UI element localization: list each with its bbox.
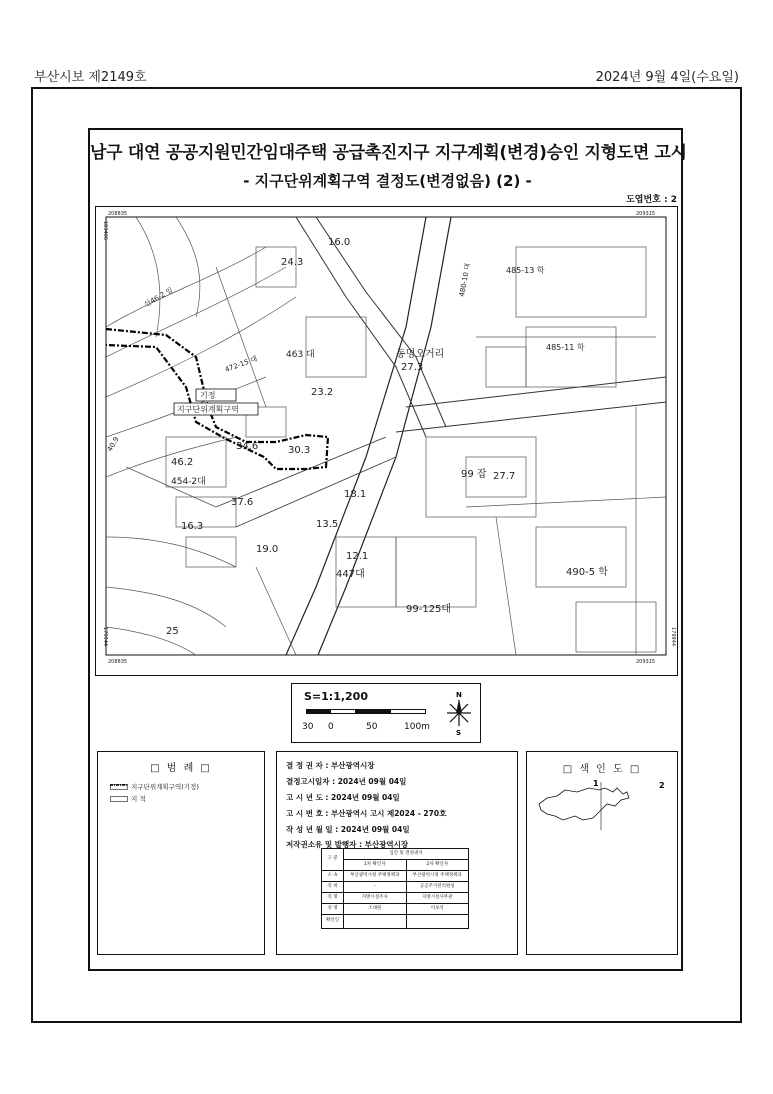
- elevation-label: 27.7: [493, 471, 516, 482]
- parcel-label: 485-11 학: [546, 343, 585, 352]
- elevation-label: 40.9: [105, 435, 121, 453]
- legend-label: 지 적: [131, 795, 146, 803]
- elevation-label: 13.5: [316, 519, 339, 530]
- table-cell: 구 분: [322, 849, 344, 871]
- table-header: 2차 확인자: [406, 860, 469, 871]
- coord-label: 179944: [670, 627, 676, 647]
- parcel-label: 454-2대: [171, 477, 206, 487]
- table-header: 1차 확인자: [344, 860, 407, 871]
- coord-label: 208835: [108, 211, 128, 217]
- table-row: 확인인: [322, 915, 469, 929]
- elevation-label: 19.0: [256, 544, 279, 555]
- sheet-title: 남구 대연 공공지원민간임대주택 공급촉진지구 지구계획(변경)승인 지형도면 고시: [90, 143, 687, 163]
- district-outline: [539, 788, 629, 820]
- table-header: 입안 및 결정권자: [344, 849, 469, 860]
- elevation-label: 30.3: [288, 445, 311, 456]
- scale-tick: 0: [328, 722, 334, 732]
- elevation-label: 37.6: [231, 497, 254, 508]
- notice-line: 저작권소유 및 발행자 : 부산광역시장: [286, 840, 409, 849]
- notice-panel: [276, 751, 518, 955]
- index-map-title: □ 색 인 도 □: [562, 764, 642, 775]
- scale-label: S=1:1,200: [304, 690, 368, 703]
- legend-panel: [97, 751, 265, 955]
- map-sheet: [88, 128, 687, 971]
- index-map-panel: [526, 751, 678, 955]
- index-sheet-2: 2: [659, 781, 665, 790]
- elevation-label: 23.2: [311, 387, 334, 398]
- index-sheet-1: 1: [593, 779, 599, 788]
- notice-line: 고 시 년 도 : 2024년 09월 04일: [286, 793, 400, 802]
- cadastral-line-icon: [110, 796, 128, 802]
- gazette-date: 2024년 9월 4일(수요일): [595, 70, 739, 85]
- notice-line: 작 성 년 월 일 : 2024년 09월 04일: [286, 825, 410, 834]
- scale-tick: 50: [366, 722, 378, 732]
- north-n-label: N: [456, 691, 462, 699]
- elevation-label: 27.3: [401, 362, 424, 373]
- parcel-label: 472-15 대: [223, 354, 259, 374]
- table-row: 소 속 부산광역시청 주택정책과 부산광역시청 주택정책과: [322, 871, 469, 882]
- elevation-label: 16.3: [181, 521, 204, 532]
- sheet-subtitle: - 지구단위계획구역 결정도(변경없음) (2) -: [243, 172, 532, 190]
- scale-panel: [291, 683, 481, 743]
- gazette-number: 부산시보 제2149호: [34, 70, 147, 85]
- dash-dot-line-icon: [110, 784, 128, 790]
- legend-item-cadastral: [110, 794, 146, 803]
- parcel-label: 485-13 학: [506, 266, 545, 275]
- scale-tick: 100m: [404, 722, 430, 732]
- elevation-label: 16.0: [328, 237, 351, 248]
- scale-tick: 30: [302, 722, 314, 732]
- legend-label: 지구단위계획구역(기정): [131, 783, 199, 791]
- parcel-label: 산46-2 임: [143, 285, 175, 309]
- scale-bar: [306, 709, 426, 714]
- parcel-label: 480-10 대: [458, 262, 472, 298]
- legend-item-district: [110, 782, 199, 791]
- parcel-label: 490-5 학: [566, 567, 608, 578]
- notice-line: 결 정 권 자 : 부산광역시장: [286, 761, 375, 770]
- notice-line: 고 시 번 호 : 부산광역시 고시 제2024 - 270호: [286, 809, 447, 818]
- confirmation-table: [321, 848, 469, 929]
- parcel-label: 463 대: [286, 350, 315, 360]
- table-row: 직 명 지방시설주사 지방시설사무관: [322, 893, 469, 904]
- coord-label: 179944: [102, 627, 108, 647]
- coord-label: 208835: [108, 659, 128, 665]
- north-arrow-icon: [444, 690, 474, 736]
- callout-district-text: 지구단위계획구역: [177, 405, 239, 414]
- elevation-label: 25: [166, 626, 179, 637]
- legend-title: □ 범 례 □: [150, 763, 212, 774]
- scale-ticks: [302, 722, 442, 736]
- elevation-label: 46.2: [171, 457, 194, 468]
- parcel-label: 99-125대: [406, 604, 452, 615]
- elevation-label: 18.1: [344, 489, 367, 500]
- coord-label: 209315: [636, 659, 656, 665]
- sheet-number: 도엽번호 : 2: [626, 195, 677, 205]
- table-row: 성 명 조대원 이보석: [322, 904, 469, 915]
- map-drawing: [96, 207, 676, 674]
- table-row: 직 위 - 공공주거관리원칭: [322, 882, 469, 893]
- coord-label: 209315: [636, 211, 656, 217]
- notice-line: 결정고시일자 : 2024년 09월 04일: [286, 777, 407, 786]
- callout-existing-text: 기정: [200, 391, 216, 400]
- elevation-label: 12.1: [346, 551, 369, 562]
- parcel-label: 99 잡: [461, 469, 487, 480]
- elevation-label: 34.6: [236, 441, 259, 452]
- elevation-label: 24.3: [281, 257, 304, 268]
- coord-label: 183406: [102, 221, 108, 241]
- parcel-label: 447대: [336, 569, 365, 580]
- north-s-label: S: [456, 729, 462, 736]
- topographic-map: [95, 206, 678, 676]
- place-label: 동명오거리: [396, 349, 445, 360]
- index-map-drawing: [527, 776, 677, 836]
- map-neatline: [106, 217, 666, 655]
